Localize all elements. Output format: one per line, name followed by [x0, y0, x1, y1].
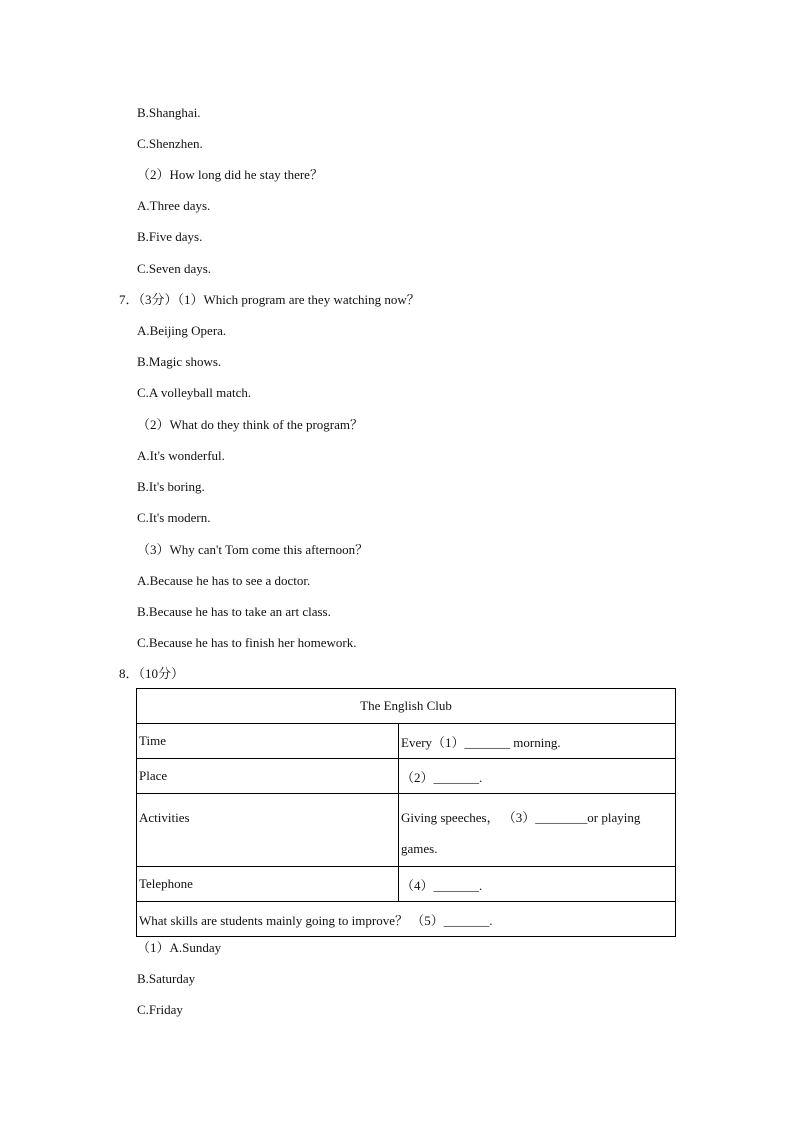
q6-sub2-option-b: B.Five days. — [137, 229, 203, 244]
row-label-telephone: Telephone — [137, 867, 399, 902]
table-row — [137, 759, 676, 794]
q6-sub2-option-c: C.Seven days. — [137, 261, 212, 276]
row-value-time: Every（1）_______ morning. — [399, 724, 676, 759]
row-value-place: （2）_______. — [399, 759, 676, 794]
q8-sub1-option-b: B.Saturday — [137, 971, 196, 986]
q6-sub2-option-a: A.Three days. — [137, 198, 211, 213]
q7-option-a: A.Beijing Opera. — [137, 323, 227, 338]
q7-sub2-option-b: B.It's boring. — [137, 479, 205, 494]
table-title: The English Club — [137, 689, 676, 724]
q6-option-c: C.Shenzhen. — [137, 136, 203, 151]
row-value-telephone: （4）_______. — [399, 867, 676, 902]
q8-header: 8．（10分） — [119, 666, 185, 681]
q7-sub2-question: （2）What do they think of the program？ — [137, 417, 364, 432]
q6-option-b: B.Shanghai. — [137, 105, 201, 120]
q7-sub3-option-c: C.Because he has to finish her homework. — [137, 635, 357, 650]
row-label-time: Time — [137, 724, 399, 759]
q7-sub3-question: （3）Why can't Tom come this afternoon？ — [137, 542, 369, 557]
row-value-activities: Giving speeches， （3）________or playing games. — [399, 794, 676, 867]
english-club-table — [136, 688, 676, 937]
row-label-place: Place — [137, 759, 399, 794]
q7-option-b: B.Magic shows. — [137, 354, 222, 369]
q7-header: 7．（3分）（1）Which program are they watching now？ — [119, 292, 420, 307]
row-skills-question: What skills are students mainly going to improve？ （5）_______. — [137, 902, 676, 937]
q7-sub2-option-a: A.It's wonderful. — [137, 448, 225, 463]
table-row — [137, 724, 676, 759]
q6-sub2-question: （2）How long did he stay there？ — [137, 167, 323, 182]
q8-sub1-option-a: （1）A.Sunday — [137, 940, 222, 955]
table-row — [137, 902, 676, 937]
q7-option-c: C.A volleyball match. — [137, 385, 252, 400]
q7-sub2-option-c: C.It's modern. — [137, 510, 211, 525]
table-row — [137, 794, 676, 867]
table-row — [137, 867, 676, 902]
q8-sub1-option-c: C.Friday — [137, 1002, 183, 1017]
row-label-activities: Activities — [137, 794, 399, 867]
q7-sub3-option-b: B.Because he has to take an art class. — [137, 604, 331, 619]
q7-sub3-option-a: A.Because he has to see a doctor. — [137, 573, 311, 588]
